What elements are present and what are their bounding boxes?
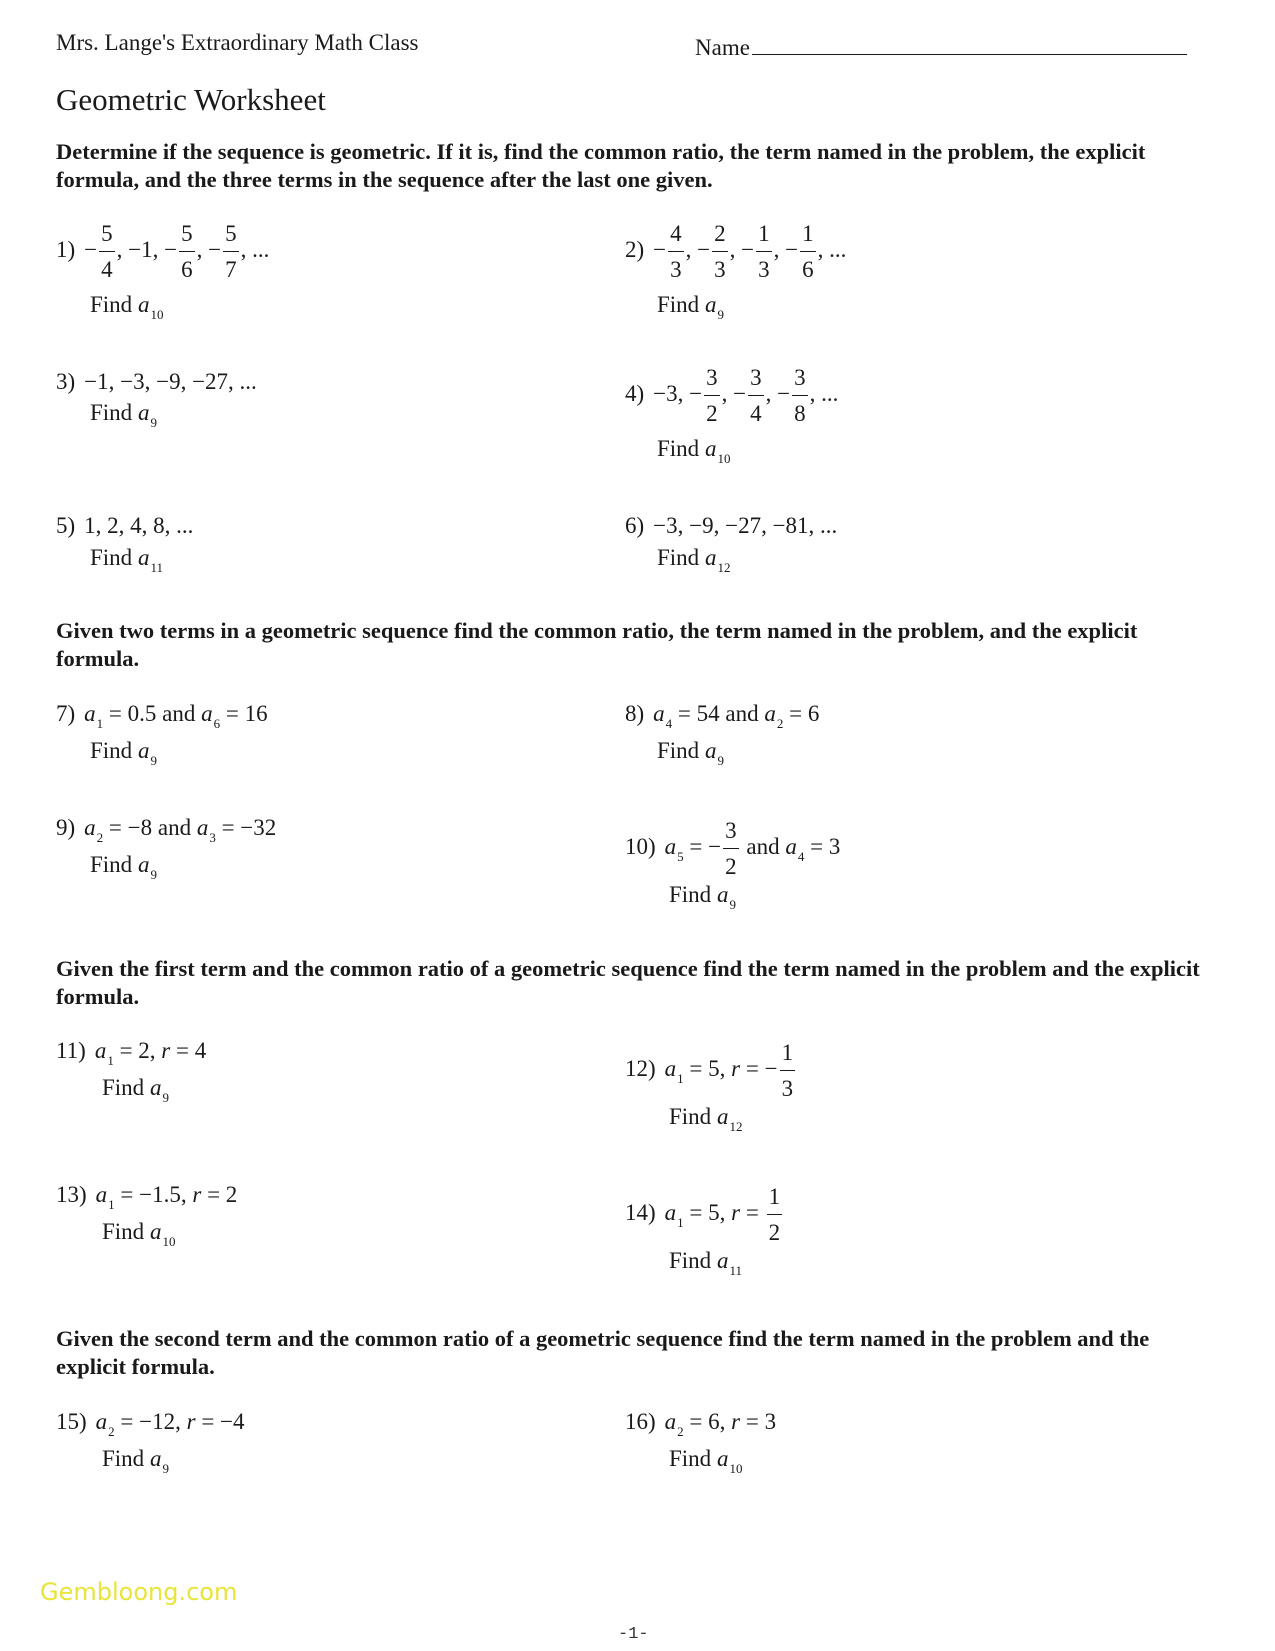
find-10: Find $a_9$ [669, 882, 736, 912]
problem-number: 1) [56, 236, 76, 262]
page-number: -1- [618, 1625, 649, 1644]
problem-10: 10) $a_5$ = − $\frac{3}{2}$ and $a_4 = 3$ [625, 815, 840, 882]
problem-14: 14) $a_1 = 5$, r = $\frac{1}{2}$ [625, 1181, 784, 1248]
fraction: $\frac{2}{3}$ [712, 218, 728, 285]
section-1-instructions: Determine if the sequence is geometric. If it is, find the common ratio, the term named in the problem, the explicit formula, and the three terms in the sequence after the last one given. [56, 139, 1146, 192]
problem-1: 1) − $\frac{5}{4}$ , −1, − $\frac{5}{6}$ , − $\frac{5}{7}$ , ... [56, 218, 269, 285]
class-name: Mrs. Lange's Extraordinary Math Class [56, 30, 419, 55]
section-3-instructions: Given the first term and the common ratio of a geometric sequence find the term named in the problem and the explicit formula. [56, 956, 1200, 1009]
watermark: Gembloong.com [40, 1578, 238, 1606]
problem-2: 2) − $\frac{4}{3}$ , − $\frac{2}{3}$ , − $\frac{1}{3}$ , − $\frac{1}{6}$ , ... [625, 218, 846, 285]
problem-number: 12) [625, 1055, 656, 1081]
problem-number: 11) [56, 1038, 86, 1063]
fraction: $\frac{1}{3}$ [756, 218, 772, 285]
problem-13: 13) $a_1 = -1.5$, r = 2 [56, 1182, 238, 1212]
fraction: $\frac{5}{4}$ [99, 218, 115, 285]
find-4: Find $a_{10}$ [657, 436, 731, 466]
problem-8: 8) $a_4 = 54$ and $a_2 = 6$ [625, 701, 820, 731]
problem-number: 16) [625, 1409, 656, 1434]
find-1: Find $a_{10}$ [90, 292, 164, 322]
problem-number: 5) [56, 513, 76, 538]
problem-9: 9) $a_2 = -8$ and $a_3 = -32$ [56, 815, 277, 845]
fraction: $\frac{3}{2}$ [723, 815, 739, 882]
section-2-instructions: Given two terms in a geometric sequence find the common ratio, the term named in the problem, and the explicit formula. [56, 618, 1138, 671]
fraction: $\frac{4}{3}$ [668, 218, 684, 285]
find-12: Find $a_{12}$ [669, 1104, 743, 1134]
find-14: Find $a_{11}$ [669, 1248, 742, 1278]
problem-5: 5) 1, 2, 4, 8, ... [56, 513, 194, 538]
problem-number: 9) [56, 815, 76, 840]
find-9: Find $a_9$ [90, 852, 157, 882]
fraction: $\frac{1}{6}$ [800, 218, 816, 285]
find-5: Find $a_{11}$ [90, 545, 163, 575]
find-2: Find $a_9$ [657, 292, 724, 322]
problem-number: 4) [625, 380, 645, 406]
find-13: Find $a_{10}$ [102, 1219, 176, 1249]
problem-number: 7) [56, 701, 76, 726]
problem-4: 4) −3, − $\frac{3}{2}$ , − $\frac{3}{4}$ , − $\frac{3}{8}$ , ... [625, 362, 838, 429]
fraction: $\frac{3}{2}$ [704, 362, 720, 429]
page-title: Geometric Worksheet [56, 82, 326, 117]
fraction: $\frac{1}{3}$ [780, 1037, 796, 1104]
problem-number: 3) [56, 369, 76, 394]
find-16: Find $a_{10}$ [669, 1446, 743, 1476]
problem-6: 6) −3, −9, −27, −81, ... [625, 513, 838, 538]
fraction: $\frac{5}{6}$ [179, 218, 195, 285]
find-3: Find $a_9$ [90, 400, 157, 430]
problem-number: 13) [56, 1182, 87, 1207]
fraction: $\frac{5}{7}$ [223, 218, 239, 285]
find-11: Find $a_9$ [102, 1075, 169, 1105]
fraction: $\frac{3}{4}$ [748, 362, 764, 429]
problem-number: 2) [625, 236, 645, 262]
problem-15: 15) $a_2 = -12$, r = −4 [56, 1409, 245, 1439]
name-line[interactable] [752, 30, 1187, 55]
fraction: $\frac{1}{2}$ [767, 1181, 783, 1248]
problem-3: 3) −1, −3, −9, −27, ... [56, 369, 257, 394]
find-8: Find $a_9$ [657, 738, 724, 768]
problem-7: 7) $a_1 = 0.5$ and $a_6 = 16$ [56, 701, 268, 731]
problem-11: 11) $a_1 = 2$, r = 4 [56, 1038, 207, 1068]
name-label: Name [695, 35, 750, 60]
find-7: Find $a_9$ [90, 738, 157, 768]
problem-number: 10) [625, 833, 656, 859]
problem-12: 12) $a_1 = 5$, r = − $\frac{1}{3}$ [625, 1037, 797, 1104]
problem-16: 16) $a_2 = 6$, r = 3 [625, 1409, 777, 1439]
problem-number: 14) [625, 1199, 656, 1225]
problem-number: 8) [625, 701, 645, 726]
find-6: Find $a_{12}$ [657, 545, 731, 575]
problem-number: 6) [625, 513, 645, 538]
name-field[interactable] [695, 30, 1187, 61]
fraction: $\frac{3}{8}$ [792, 362, 808, 429]
section-4-instructions: Given the second term and the common ratio of a geometric sequence find the term named in the problem and the explicit formula. [56, 1326, 1150, 1379]
problem-number: 15) [56, 1409, 87, 1434]
find-15: Find $a_9$ [102, 1446, 169, 1476]
